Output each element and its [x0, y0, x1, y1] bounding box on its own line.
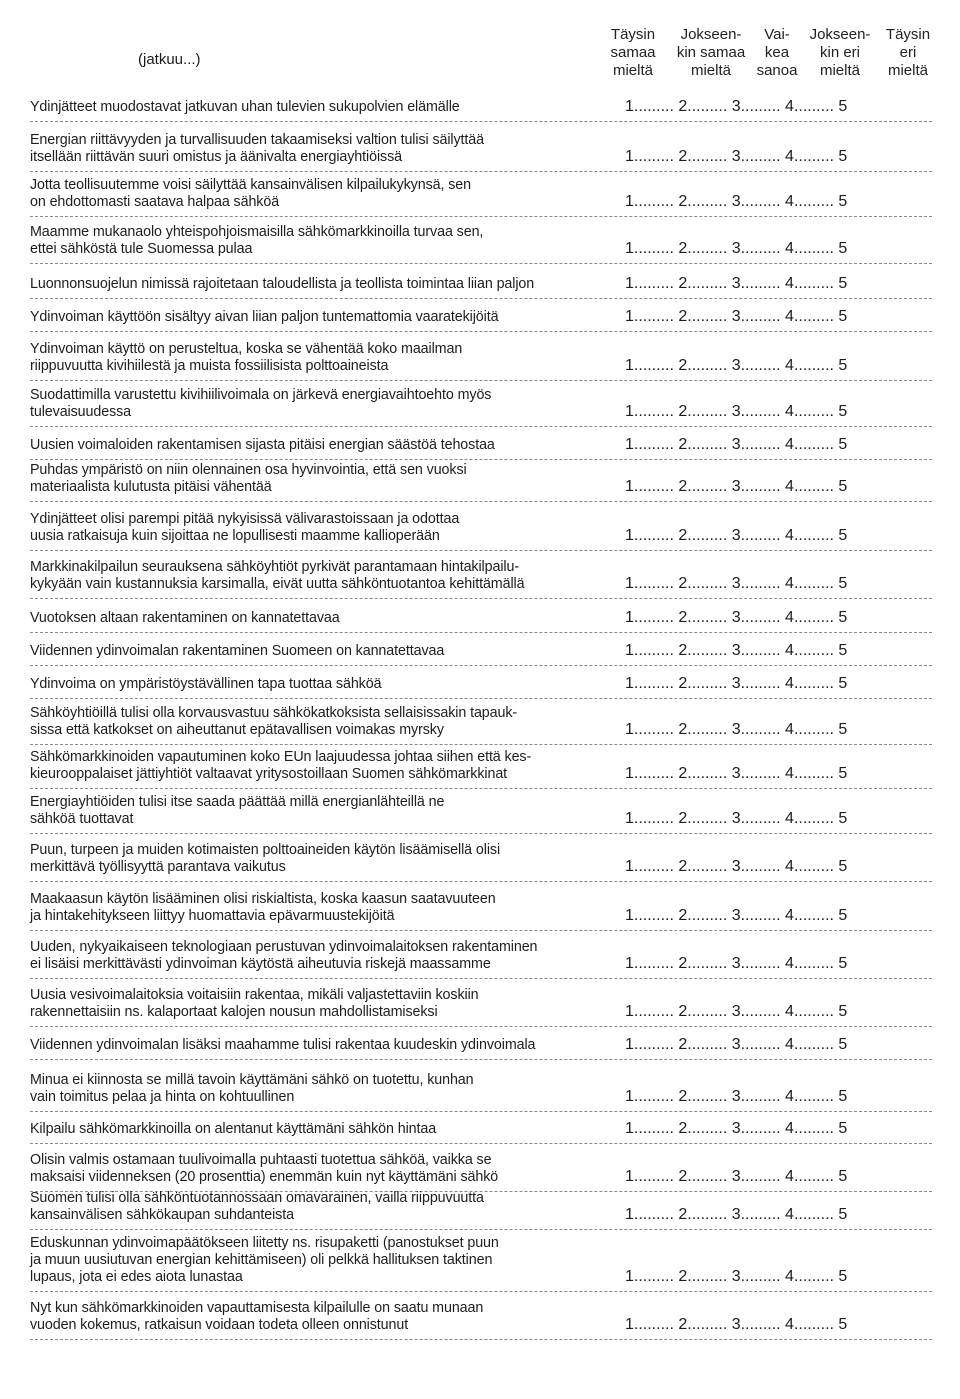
column-header-somewhat-disagree: Jokseen- kin eri mieltä [809, 26, 871, 79]
statement-row [30, 1192, 932, 1230]
statement-row [30, 1144, 932, 1192]
statement-row [30, 633, 932, 666]
rating-scale[interactable]: 1......... 2......... 3......... 4......... 5 [625, 810, 848, 827]
rating-scale[interactable]: 1......... 2......... 3......... 4......... 5 [625, 403, 848, 420]
statement-text: Ydinvoima on ympäristöystävällinen tapa tuottaa sähköä [30, 676, 382, 692]
rating-scale[interactable]: 1......... 2......... 3......... 4......... 5 [625, 148, 848, 165]
statement-text: Sähkömarkkinoiden vapautuminen koko EUn laajuudessa johtaa siihen että kes- kieurooppalaiset jättiyhtiöt valtaavat yritysostoillaan Suomen sähkömarkkinat [30, 749, 532, 782]
statement-row [30, 931, 932, 979]
rating-scale[interactable]: 1......... 2......... 3......... 4......... 5 [625, 527, 848, 544]
statement-row [30, 1292, 932, 1340]
statement-text: Vuotoksen altaan rakentaminen on kannatettavaa [30, 610, 340, 626]
rating-scale[interactable]: 1......... 2......... 3......... 4......... 5 [625, 1120, 848, 1137]
rating-scale[interactable]: 1......... 2......... 3......... 4......... 5 [625, 721, 848, 738]
statement-row [30, 882, 932, 931]
statement-row [30, 745, 932, 789]
statement-row [30, 427, 932, 460]
statement-row [30, 217, 932, 264]
statement-row [30, 699, 932, 745]
statement-text: Maakaasun käytön lisääminen olisi riskialtista, koska kaasun saatavuuteen ja hintakehitykseen liittyy huomattavia epävarmuustekijöitä [30, 891, 496, 924]
statement-row [30, 172, 932, 217]
statement-text: Minua ei kiinnosta se millä tavoin käyttämäni sähkö on tuotettu, kunhan vain toimitus pelaa ja hinta on kohtuullinen [30, 1072, 474, 1105]
statement-row [30, 1230, 932, 1292]
column-header-strongly-disagree: Täysin eri mieltä [885, 26, 931, 79]
statement-row [30, 666, 932, 699]
statement-row [30, 551, 932, 599]
rating-scale[interactable]: 1......... 2......... 3......... 4......... 5 [625, 1206, 848, 1223]
statement-row [30, 599, 932, 633]
statement-text: Uusia vesivoimalaitoksia voitaisiin rakentaa, mikäli valjastettaviin koskiin rakennettaisiin ns. kalaportaat kalojen nousun mahdollistamiseksi [30, 987, 479, 1020]
rating-scale[interactable]: 1......... 2......... 3......... 4......... 5 [625, 765, 848, 782]
rating-scale[interactable]: 1......... 2......... 3......... 4......... 5 [625, 907, 848, 924]
statement-row [30, 264, 932, 299]
statement-text: Kilpailu sähkömarkkinoilla on alentanut käyttämäni sähkön hintaa [30, 1121, 437, 1137]
rating-scale[interactable]: 1......... 2......... 3......... 4......... 5 [625, 193, 848, 210]
statement-text: Jotta teollisuutemme voisi säilyttää kansainvälisen kilpailukykynsä, sen on ehdottomasti saatava halpaa sähköä [30, 177, 471, 210]
rating-scale[interactable]: 1......... 2......... 3......... 4......... 5 [625, 478, 848, 495]
statement-text: Nyt kun sähkömarkkinoiden vapauttamisesta kilpailulle on saatu munaan vuoden kokemus, ratkaisun voidaan todeta olleen onnistunut [30, 1300, 484, 1333]
statement-row [30, 381, 932, 427]
statement-text: Puhdas ympäristö on niin olennainen osa hyvinvointia, että sen vuoksi materiaalista kulutusta pitäisi vähentää [30, 462, 467, 495]
rating-scale[interactable]: 1......... 2......... 3......... 4......... 5 [625, 275, 848, 292]
statement-list [30, 92, 932, 1340]
rating-scale[interactable]: 1......... 2......... 3......... 4......... 5 [625, 1088, 848, 1105]
statement-row [30, 502, 932, 551]
statement-row [30, 299, 932, 332]
continuation-label: (jatkuu...) [138, 51, 201, 68]
statement-text: Viidennen ydinvoimalan rakentaminen Suomeen on kannatettavaa [30, 643, 445, 659]
statement-text: Uusien voimaloiden rakentamisen sijasta pitäisi energian säästöä tehostaa [30, 437, 495, 453]
rating-scale[interactable]: 1......... 2......... 3......... 4......... 5 [625, 609, 848, 626]
statement-text: Viidennen ydinvoimalan lisäksi maahamme tulisi rakentaa kuudeskin ydinvoimala [30, 1037, 536, 1053]
rating-scale[interactable]: 1......... 2......... 3......... 4......... 5 [625, 308, 848, 325]
rating-scale[interactable]: 1......... 2......... 3......... 4......... 5 [625, 858, 848, 875]
statement-text: Uuden, nykyaikaiseen teknologiaan perustuvan ydinvoimalaitoksen rakentaminen ei lisäisi merkittävästi ydinvoiman käytöstä aiheutuvia riskejä maassamme [30, 939, 538, 972]
statement-text: Ydinvoiman käyttöön sisältyy aivan liian paljon tuntemattomia vaaratekijöitä [30, 309, 499, 325]
statement-text: Maamme mukanaolo yhteispohjoismaisilla sähkömarkkinoilla turvaa sen, ettei sähköstä tule Suomessa pulaa [30, 224, 484, 257]
rating-scale[interactable]: 1......... 2......... 3......... 4......... 5 [625, 1036, 848, 1053]
statement-text: Suomen tulisi olla sähköntuotannossaan omavarainen, vailla riippuvuutta kansainvälisen sähkökaupan suhdanteista [30, 1190, 484, 1223]
statement-text: Ydinjätteet olisi parempi pitää nykyisissä välivarastoissaan ja odottaa uusia ratkaisuja kuin sijoittaa ne lopullisesti maamme kallioperään [30, 511, 460, 544]
statement-text: Eduskunnan ydinvoimapäätökseen liitetty ns. risupaketti (panostukset puun ja muun uusiutuvan energian kehittämiseen) oli pelkkä hallituksen taktinen lupaus, jota ei edes aiota lunastaa [30, 1235, 499, 1285]
rating-scale[interactable]: 1......... 2......... 3......... 4......... 5 [625, 436, 848, 453]
statement-text: Energian riittävyyden ja turvallisuuden takaamiseksi valtion tulisi säilyttää itsellään riittävän suuri omistus ja äänivalta energiayhtiöissä [30, 132, 484, 165]
column-header-strongly-agree: Täysin samaa mieltä [610, 26, 656, 79]
rating-scale[interactable]: 1......... 2......... 3......... 4......... 5 [625, 642, 848, 659]
statement-text: Suodattimilla varustettu kivihiilivoimala on järkevä energiavaihtoehto myös tulevaisuudessa [30, 387, 492, 420]
rating-scale[interactable]: 1......... 2......... 3......... 4......... 5 [625, 98, 848, 115]
statement-row [30, 979, 932, 1027]
statement-row [30, 122, 932, 172]
statement-row [30, 1060, 932, 1112]
statement-text: Markkinakilpailun seurauksena sähköyhtiöt pyrkivät parantamaan hintakilpailu- kykyään vain kustannuksia karsimalla, eivät uutta sähköntuotantoa kehittämällä [30, 559, 525, 592]
column-header-somewhat-agree: Jokseen- kin samaa mieltä [676, 26, 746, 79]
rating-scale[interactable]: 1......... 2......... 3......... 4......... 5 [625, 955, 848, 972]
statement-text: Ydinjätteet muodostavat jatkuvan uhan tulevien sukupolvien elämälle [30, 99, 460, 115]
statement-text: Puun, turpeen ja muiden kotimaisten polttoaineiden käytön lisäämisellä olisi merkittävä työllisyyttä parantava vaikutus [30, 842, 501, 875]
rating-scale[interactable]: 1......... 2......... 3......... 4......... 5 [625, 1168, 848, 1185]
statement-row [30, 834, 932, 882]
rating-scale[interactable]: 1......... 2......... 3......... 4......... 5 [625, 575, 848, 592]
statement-row [30, 789, 932, 834]
statement-text: Luonnonsuojelun nimissä rajoitetaan taloudellista ja teollista toimintaa liian paljon [30, 276, 535, 292]
statement-text: Sähköyhtiöillä tulisi olla korvausvastuu sähkökatkoksista sellaisissakin tapauk- sissa että katkokset on aiheuttanut epätavallisen voimakas myrsky [30, 705, 518, 738]
rating-scale[interactable]: 1......... 2......... 3......... 4......... 5 [625, 675, 848, 692]
statement-text: Olisin valmis ostamaan tuulivoimalla puhtaasti tuotettua sähköä, vaikka se maksaisi viidenneksen (20 prosenttia) enemmän kuin nyt käyttämäni sähkö [30, 1152, 499, 1185]
rating-scale[interactable]: 1......... 2......... 3......... 4......... 5 [625, 1003, 848, 1020]
rating-scale[interactable]: 1......... 2......... 3......... 4......... 5 [625, 1316, 848, 1333]
statement-row [30, 1027, 932, 1060]
statement-text: Energiayhtiöiden tulisi itse saada päättää millä energianlähteillä ne sähköä tuottavat [30, 794, 445, 827]
statement-text: Ydinvoiman käyttö on perusteltua, koska se vähentää koko maailman riippuvuutta kivihiilestä ja muista fossiilisista polttoaineista [30, 341, 463, 374]
statement-row [30, 332, 932, 381]
statement-row [30, 1112, 932, 1144]
rating-scale[interactable]: 1......... 2......... 3......... 4......... 5 [625, 357, 848, 374]
statement-row [30, 92, 932, 122]
rating-scale[interactable]: 1......... 2......... 3......... 4......... 5 [625, 240, 848, 257]
rating-scale[interactable]: 1......... 2......... 3......... 4......... 5 [625, 1268, 848, 1285]
statement-row [30, 460, 932, 502]
column-header-hard-to-say: Vai- kea sanoa [756, 26, 798, 79]
